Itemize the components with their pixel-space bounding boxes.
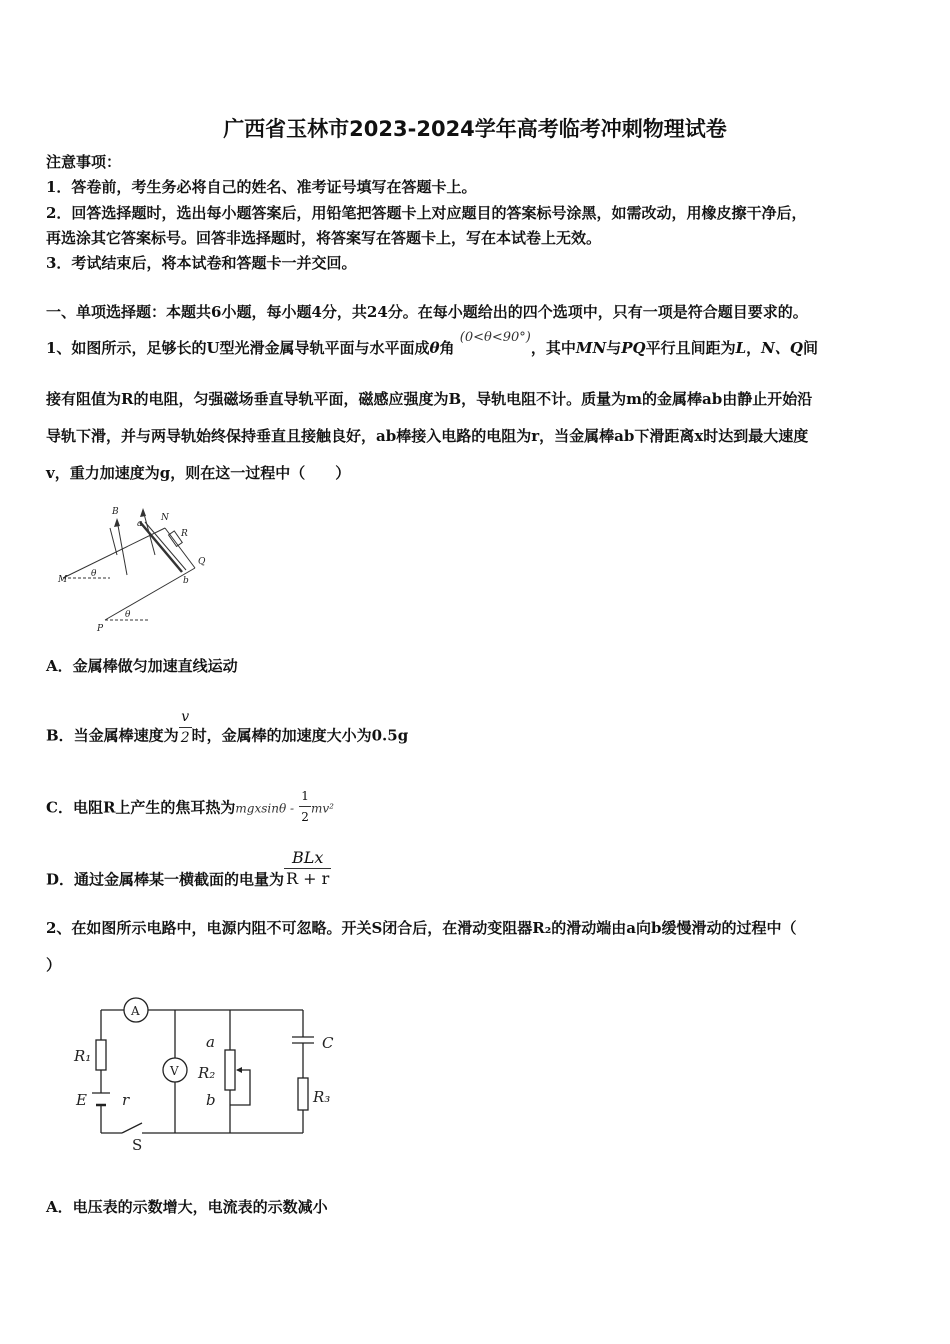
resistor-r3: [298, 1078, 308, 1110]
label-r2: R₂: [198, 1064, 216, 1082]
label-a: a: [206, 1033, 215, 1051]
b-arrow-2: [143, 510, 155, 555]
q1-l1-theta: θ: [429, 339, 440, 357]
q1-l1-and: 与: [606, 339, 622, 357]
q1-opt-c-expr-2: mv²: [310, 801, 334, 816]
q1-opt-b-den: 2: [180, 730, 190, 746]
label-c: C: [322, 1034, 334, 1052]
label-s: S: [132, 1136, 143, 1154]
q1-l1-comma: ，: [746, 339, 762, 357]
q1-opt-d-pre: D．通过金属棒某一横截面的电量为: [46, 870, 285, 889]
switch-blade: [122, 1123, 142, 1133]
q1-opt-d-fraction: [284, 848, 331, 889]
rheostat-slider-wire: [230, 1070, 250, 1105]
arrowhead-1: [114, 518, 120, 527]
q1-l1-rest: 平行且间距为: [645, 339, 736, 357]
label-q: Q: [198, 557, 206, 567]
q1-l1-nq: N、Q: [761, 339, 803, 357]
label-b: b: [206, 1091, 216, 1109]
notice-item-1: 1．答卷前，考生务必将自己的姓名、准考证号填写在答题卡上。: [46, 178, 477, 196]
q1-l1-post: ，其中: [530, 339, 576, 357]
label-ammeter: A: [131, 1004, 140, 1018]
q1-l1-end: 间: [802, 339, 818, 357]
label-p: P: [97, 624, 104, 634]
q1-option-c: [46, 788, 334, 829]
label-e: E: [76, 1091, 87, 1109]
label-r: r: [122, 1091, 130, 1109]
label-theta-1: θ: [91, 569, 97, 579]
label-voltmeter: V: [170, 1064, 179, 1078]
notice-heading: 注意事项：: [46, 153, 122, 171]
q1-opt-b-num: v: [179, 707, 192, 728]
slider-arrowhead: [236, 1067, 242, 1073]
label-m: M: [58, 575, 68, 585]
q1-opt-c-fraction: [299, 786, 311, 827]
label-b-field: B: [112, 507, 119, 517]
q1-opt-c-expr-1: mgxsinθ -: [235, 801, 295, 816]
label-r3: R₃: [313, 1088, 331, 1106]
section-heading: 一、单项选择题：本题共6小题，每小题4分，共24分。在每小题给出的四个选项中，只有一项是符合题目要求的。: [46, 303, 808, 321]
arrowhead-2: [140, 508, 146, 517]
q1-angle-condition: (0<θ<90°): [459, 330, 531, 345]
q1-line-1: [46, 330, 818, 360]
q1-opt-b-pre: B．当金属棒速度为: [46, 726, 179, 745]
b-arrow-3: [110, 528, 117, 555]
q1-line-3: 导轨下滑，并与两导轨始终保持垂直且接触良好，ab棒接入电路的电阻为r，当金属棒ab下滑距离x时达到最大速度: [46, 427, 809, 445]
q1-option-a: A．金属棒做匀加速直线运动: [46, 657, 238, 675]
label-a: a: [137, 519, 143, 529]
q1-opt-b-post: 时，金属棒的加速度大小为0.5g: [191, 726, 409, 745]
rail-pq: [105, 568, 195, 620]
q1-option-b: [46, 709, 409, 757]
label-theta-2: θ: [125, 610, 131, 620]
q1-option-d: [46, 848, 331, 901]
label-b: b: [183, 576, 189, 586]
q1-l1-mn: MN: [575, 339, 607, 357]
q1-l1-L: L: [735, 339, 747, 357]
label-n: N: [161, 513, 169, 523]
page-title: 广西省玉林市2023-2024学年高考临考冲刺物理试卷: [223, 117, 727, 141]
q1-line-2: 接有阻值为R的电阻，匀强磁场垂直导轨平面，磁感应强度为B，导轨电阻不计。质量为m的金属棒ab由静止开始沿: [46, 390, 813, 408]
q1-opt-d-den: R + r: [286, 869, 330, 888]
notice-item-2b: 再选涂其它答案标号。回答非选择题时，将答案写在答题卡上，写在本试卷上无效。: [46, 229, 602, 247]
q1-l1-pq: PQ: [621, 339, 646, 357]
q1-opt-d-num: BLx: [284, 848, 331, 869]
q2-line-1: 2、在如图所示电路中，电源内阻不可忽略。开关S闭合后，在滑动变阻器R₂的滑动端由a向b缓慢滑动的过程中（: [46, 919, 797, 937]
label-r1: R₁: [74, 1047, 92, 1065]
q1-opt-c-den: 2: [301, 810, 309, 824]
resistor-r1: [96, 1040, 106, 1070]
q1-opt-c-pre: C．电阻R上产生的焦耳热为: [46, 798, 236, 817]
q1-opt-b-fraction: [179, 707, 192, 748]
q1-opt-c-num: 1: [299, 786, 311, 807]
q1-l1-angle: 角: [439, 339, 455, 357]
q2-circuit: [70, 995, 350, 1155]
q1-figure: [55, 500, 225, 635]
notice-item-2a: 2．回答选择题时，选出每小题答案后，用铅笔把答题卡上对应题目的答案标号涂黑，如需改动，用橡皮擦干净后，: [46, 204, 807, 222]
notice-item-3: 3．考试结束后，将本试卷和答题卡一并交回。: [46, 254, 357, 272]
q2-line-2: ）: [46, 956, 62, 974]
q2-option-a: A．电压表的示数增大，电流表的示数减小: [46, 1198, 328, 1216]
label-r: R: [181, 529, 188, 539]
q1-l1-pre: 1、如图所示，足够长的U型光滑金属导轨平面与水平面成: [46, 339, 430, 357]
q1-line-4: v，重力加速度为g，则在这一过程中（ ）: [46, 464, 351, 482]
rheostat-r2: [225, 1050, 235, 1090]
